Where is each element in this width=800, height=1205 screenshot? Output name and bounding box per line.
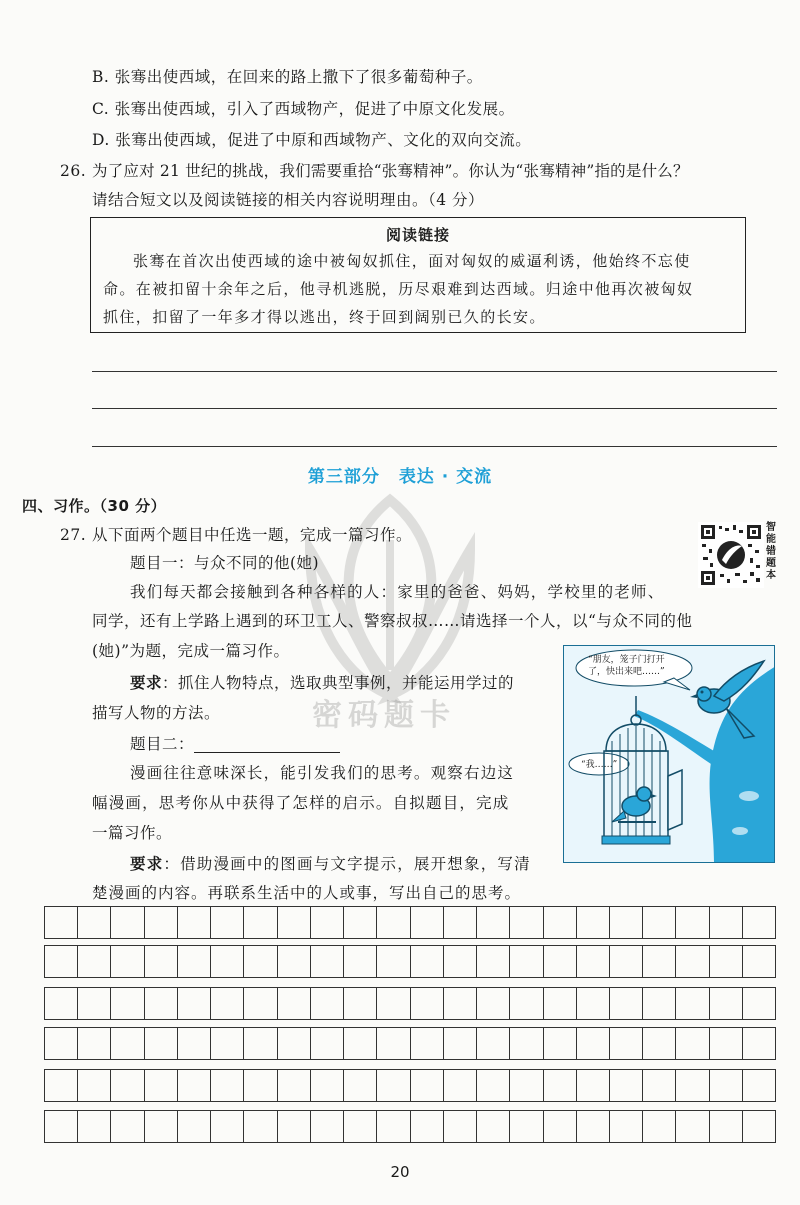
grid-cell[interactable] — [642, 1027, 675, 1060]
grid-cell[interactable] — [609, 906, 642, 939]
grid-cell[interactable] — [277, 906, 310, 939]
grid-cell[interactable] — [144, 1069, 177, 1102]
comic-bubble-inside: “我……” — [581, 760, 618, 770]
topic-2-line-1: 漫画往往意味深长，能引发我们的思考。观察右边这 — [130, 764, 515, 782]
answer-line-3[interactable] — [92, 446, 777, 447]
topic-1-line-3: (她)”为题，完成一篇习作。 — [92, 642, 290, 660]
grid-cell[interactable] — [675, 906, 708, 939]
grid-cell[interactable] — [277, 1069, 310, 1102]
grid-cell[interactable] — [410, 945, 443, 978]
grid-row — [44, 1110, 776, 1143]
grid-cell[interactable] — [343, 945, 376, 978]
grid-row — [44, 987, 776, 1020]
grid-cell[interactable] — [210, 1069, 243, 1102]
grid-cell[interactable] — [543, 1110, 576, 1143]
grid-cell[interactable] — [44, 1110, 77, 1143]
grid-cell[interactable] — [77, 1110, 110, 1143]
grid-cell[interactable] — [609, 1069, 642, 1102]
grid-cell[interactable] — [177, 1069, 210, 1102]
grid-cell[interactable] — [675, 945, 708, 978]
grid-cell[interactable] — [210, 1110, 243, 1143]
question-26-text-1: 为了应对 21 世纪的挑战，我们需要重拾“张骞精神”。你认为“张骞精神”指的是什么？ — [92, 162, 689, 180]
grid-cell[interactable] — [144, 1027, 177, 1060]
answer-line-2[interactable] — [92, 408, 777, 409]
reading-link-box — [90, 217, 746, 333]
grid-cell[interactable] — [177, 906, 210, 939]
grid-cell[interactable] — [543, 987, 576, 1020]
topic-2-requirement-line-2: 楚漫画的内容。再联系生活中的人或事，写出自己的思考。 — [92, 884, 522, 902]
grid-cell[interactable] — [443, 1027, 476, 1060]
grid-cell[interactable] — [675, 987, 708, 1020]
grid-cell[interactable] — [509, 1027, 542, 1060]
grid-cell[interactable] — [77, 1027, 110, 1060]
grid-cell[interactable] — [509, 945, 542, 978]
grid-cell[interactable] — [709, 906, 742, 939]
grid-cell[interactable] — [642, 906, 675, 939]
topic-1-requirement-line-2: 描写人物的方法。 — [92, 704, 221, 722]
grid-cell[interactable] — [742, 987, 776, 1020]
grid-cell[interactable] — [476, 945, 509, 978]
grid-cell[interactable] — [709, 1110, 742, 1143]
grid-cell[interactable] — [376, 1069, 409, 1102]
grid-cell[interactable] — [44, 945, 77, 978]
grid-cell[interactable] — [509, 1069, 542, 1102]
requirement-text-1: ：抓住人物特点，选取典型事例，并能运用学过的 — [162, 674, 515, 692]
grid-cell[interactable] — [177, 1110, 210, 1143]
section-name: 表达 · 交流 — [398, 467, 493, 487]
grid-cell[interactable] — [742, 906, 776, 939]
reading-link-line-2: 命。在被扣留十余年之后，他寻机逃脱，历尽艰难到达西域。归途中他再次被匈奴 — [103, 280, 694, 298]
grid-cell[interactable] — [642, 1110, 675, 1143]
grid-cell[interactable] — [476, 906, 509, 939]
grid-cell[interactable] — [343, 1069, 376, 1102]
grid-cell[interactable] — [509, 1110, 542, 1143]
grid-cell[interactable] — [110, 1069, 143, 1102]
grid-cell[interactable] — [509, 987, 542, 1020]
comic-drawing — [564, 646, 775, 863]
grid-cell[interactable] — [77, 945, 110, 978]
grid-cell[interactable] — [243, 1027, 276, 1060]
composition-heading: 四、习作。（30 分） — [22, 497, 167, 515]
grid-cell[interactable] — [144, 945, 177, 978]
grid-cell[interactable] — [675, 1069, 708, 1102]
grid-cell[interactable] — [310, 945, 343, 978]
answer-line-1[interactable] — [92, 371, 777, 372]
grid-cell[interactable] — [642, 945, 675, 978]
grid-cell[interactable] — [410, 1069, 443, 1102]
grid-cell[interactable] — [243, 906, 276, 939]
grid-cell[interactable] — [44, 987, 77, 1020]
grid-cell[interactable] — [376, 945, 409, 978]
grid-cell[interactable] — [742, 1069, 776, 1102]
grid-cell[interactable] — [642, 987, 675, 1020]
question-27-number: 27. — [60, 526, 87, 544]
grid-cell[interactable] — [110, 1110, 143, 1143]
grid-cell[interactable] — [77, 1069, 110, 1102]
option-d: D. 张骞出使西域，促进了中原和西域物产、文化的双向交流。 — [92, 131, 532, 149]
grid-cell[interactable] — [343, 1027, 376, 1060]
grid-cell[interactable] — [709, 1027, 742, 1060]
grid-cell[interactable] — [476, 1069, 509, 1102]
grid-cell[interactable] — [310, 1110, 343, 1143]
grid-row — [44, 1069, 776, 1102]
grid-cell[interactable] — [709, 1069, 742, 1102]
grid-cell[interactable] — [742, 1027, 776, 1060]
grid-cell[interactable] — [277, 945, 310, 978]
grid-cell[interactable] — [709, 945, 742, 978]
question-27-intro: 从下面两个题目中任选一题，完成一篇习作。 — [92, 526, 413, 544]
grid-cell[interactable] — [44, 1027, 77, 1060]
topic-2-title-blank[interactable] — [194, 738, 340, 753]
grid-cell[interactable] — [443, 906, 476, 939]
grid-cell[interactable] — [509, 906, 542, 939]
grid-cell[interactable] — [675, 1110, 708, 1143]
grid-cell[interactable] — [609, 987, 642, 1020]
grid-cell[interactable] — [177, 1027, 210, 1060]
question-26-text-2: 请结合短文以及阅读链接的相关内容说明理由。（4 分） — [92, 191, 485, 209]
grid-cell[interactable] — [543, 1069, 576, 1102]
grid-cell[interactable] — [310, 906, 343, 939]
grid-cell[interactable] — [110, 987, 143, 1020]
qr-label: 智能错题本 — [766, 522, 776, 581]
page-number: 20 — [390, 1163, 410, 1181]
topic-1-label: 题目一：与众不同的他(她) — [130, 554, 320, 572]
question-26-number: 26. — [60, 162, 87, 180]
grid-cell[interactable] — [443, 1069, 476, 1102]
grid-cell[interactable] — [144, 1110, 177, 1143]
grid-cell[interactable] — [210, 906, 243, 939]
grid-cell[interactable] — [210, 945, 243, 978]
topic-1-line-1: 我们每天都会接触到各种各样的人：家里的爸爸、妈妈，学校里的老师、 — [130, 583, 665, 601]
topic-2-requirement-line-1 — [130, 853, 531, 875]
grid-cell[interactable] — [343, 987, 376, 1020]
comic-bubble-outside — [588, 654, 665, 678]
grid-cell[interactable] — [376, 1027, 409, 1060]
grid-cell[interactable] — [543, 945, 576, 978]
grid-cell[interactable] — [310, 1027, 343, 1060]
grid-cell[interactable] — [576, 1027, 609, 1060]
grid-cell[interactable] — [410, 1027, 443, 1060]
topic-2-line-2: 幅漫画，思考你从中获得了怎样的启示。自拟题目，完成 — [92, 794, 510, 812]
grid-cell[interactable] — [576, 1110, 609, 1143]
watermark-text: 密码题卡 — [312, 698, 456, 733]
grid-cell[interactable] — [609, 1110, 642, 1143]
grid-cell[interactable] — [277, 1027, 310, 1060]
reading-link-line-3: 抓住，扣留了一年多才得以逃出，终于回到阔别已久的长安。 — [103, 308, 546, 326]
grid-cell[interactable] — [110, 906, 143, 939]
comic-bubble-outside-line-1: “朋友，笼子门打开 — [588, 655, 665, 665]
grid-cell[interactable] — [742, 945, 776, 978]
grid-cell[interactable] — [277, 1110, 310, 1143]
grid-cell[interactable] — [543, 1027, 576, 1060]
grid-cell[interactable] — [310, 987, 343, 1020]
grid-cell[interactable] — [243, 1069, 276, 1102]
qr-code-icon[interactable] — [698, 522, 764, 588]
grid-cell[interactable] — [410, 1110, 443, 1143]
grid-cell[interactable] — [410, 906, 443, 939]
requirement-label-1: 要求 — [130, 674, 163, 692]
requirement-text-2: ：借助漫画中的图画与文字提示，展开想象，写清 — [163, 855, 531, 873]
grid-cell[interactable] — [410, 987, 443, 1020]
topic-2-label: 题目二： — [130, 735, 195, 753]
grid-cell[interactable] — [609, 945, 642, 978]
grid-cell[interactable] — [642, 1069, 675, 1102]
grid-cell[interactable] — [210, 1027, 243, 1060]
grid-row — [44, 945, 776, 978]
grid-cell[interactable] — [576, 945, 609, 978]
grid-cell[interactable] — [243, 945, 276, 978]
grid-cell[interactable] — [310, 1069, 343, 1102]
grid-cell[interactable] — [376, 906, 409, 939]
reading-link-line-1: 张骞在首次出使西域的途中被匈奴抓住，面对匈奴的威逼利诱，他始终不忘使 — [133, 252, 691, 270]
option-c: C. 张骞出使西域，引入了西域物产，促进了中原文化发展。 — [92, 100, 515, 118]
grid-cell[interactable] — [343, 1110, 376, 1143]
topic-1-requirement-line-1 — [130, 672, 514, 694]
comic-bubble-outside-line-2: 了，快出来吧……” — [588, 667, 665, 677]
grid-cell[interactable] — [576, 1069, 609, 1102]
grid-cell[interactable] — [110, 1027, 143, 1060]
grid-cell[interactable] — [77, 987, 110, 1020]
grid-cell[interactable] — [376, 987, 409, 1020]
grid-cell[interactable] — [44, 1069, 77, 1102]
grid-cell[interactable] — [144, 987, 177, 1020]
option-b: B. 张骞出使西域，在回来的路上撒下了很多葡萄种子。 — [92, 68, 483, 86]
grid-cell[interactable] — [742, 1110, 776, 1143]
grid-cell[interactable] — [443, 945, 476, 978]
grid-cell[interactable] — [576, 987, 609, 1020]
grid-cell[interactable] — [343, 906, 376, 939]
grid-row — [44, 906, 776, 939]
grid-cell[interactable] — [476, 1027, 509, 1060]
grid-cell[interactable] — [77, 906, 110, 939]
grid-cell[interactable] — [177, 945, 210, 978]
grid-cell[interactable] — [144, 906, 177, 939]
grid-cell[interactable] — [476, 1110, 509, 1143]
topic-2-line-3: 一篇习作。 — [92, 824, 173, 842]
grid-cell[interactable] — [44, 906, 77, 939]
grid-cell[interactable] — [443, 1110, 476, 1143]
grid-cell[interactable] — [709, 987, 742, 1020]
grid-cell[interactable] — [110, 945, 143, 978]
reading-link-title: 阅读链接 — [385, 226, 450, 244]
grid-cell[interactable] — [609, 1027, 642, 1060]
grid-cell[interactable] — [543, 906, 576, 939]
grid-cell[interactable] — [576, 906, 609, 939]
grid-cell[interactable] — [243, 987, 276, 1020]
topic-1-line-2: 同学，还有上学路上遇到的环卫工人、警察叔叔……请选择一个人，以“与众不同的他 — [92, 612, 693, 630]
grid-cell[interactable] — [675, 1027, 708, 1060]
comic-illustration — [563, 645, 775, 863]
grid-cell[interactable] — [243, 1110, 276, 1143]
grid-cell[interactable] — [443, 987, 476, 1020]
grid-cell[interactable] — [277, 987, 310, 1020]
grid-cell[interactable] — [476, 987, 509, 1020]
section-part: 第三部分 — [307, 467, 380, 487]
grid-cell[interactable] — [177, 987, 210, 1020]
topic-2-label-row — [130, 733, 340, 755]
grid-row — [44, 1027, 776, 1060]
requirement-label-2: 要求 — [130, 855, 164, 873]
grid-cell[interactable] — [376, 1110, 409, 1143]
grid-cell[interactable] — [210, 987, 243, 1020]
